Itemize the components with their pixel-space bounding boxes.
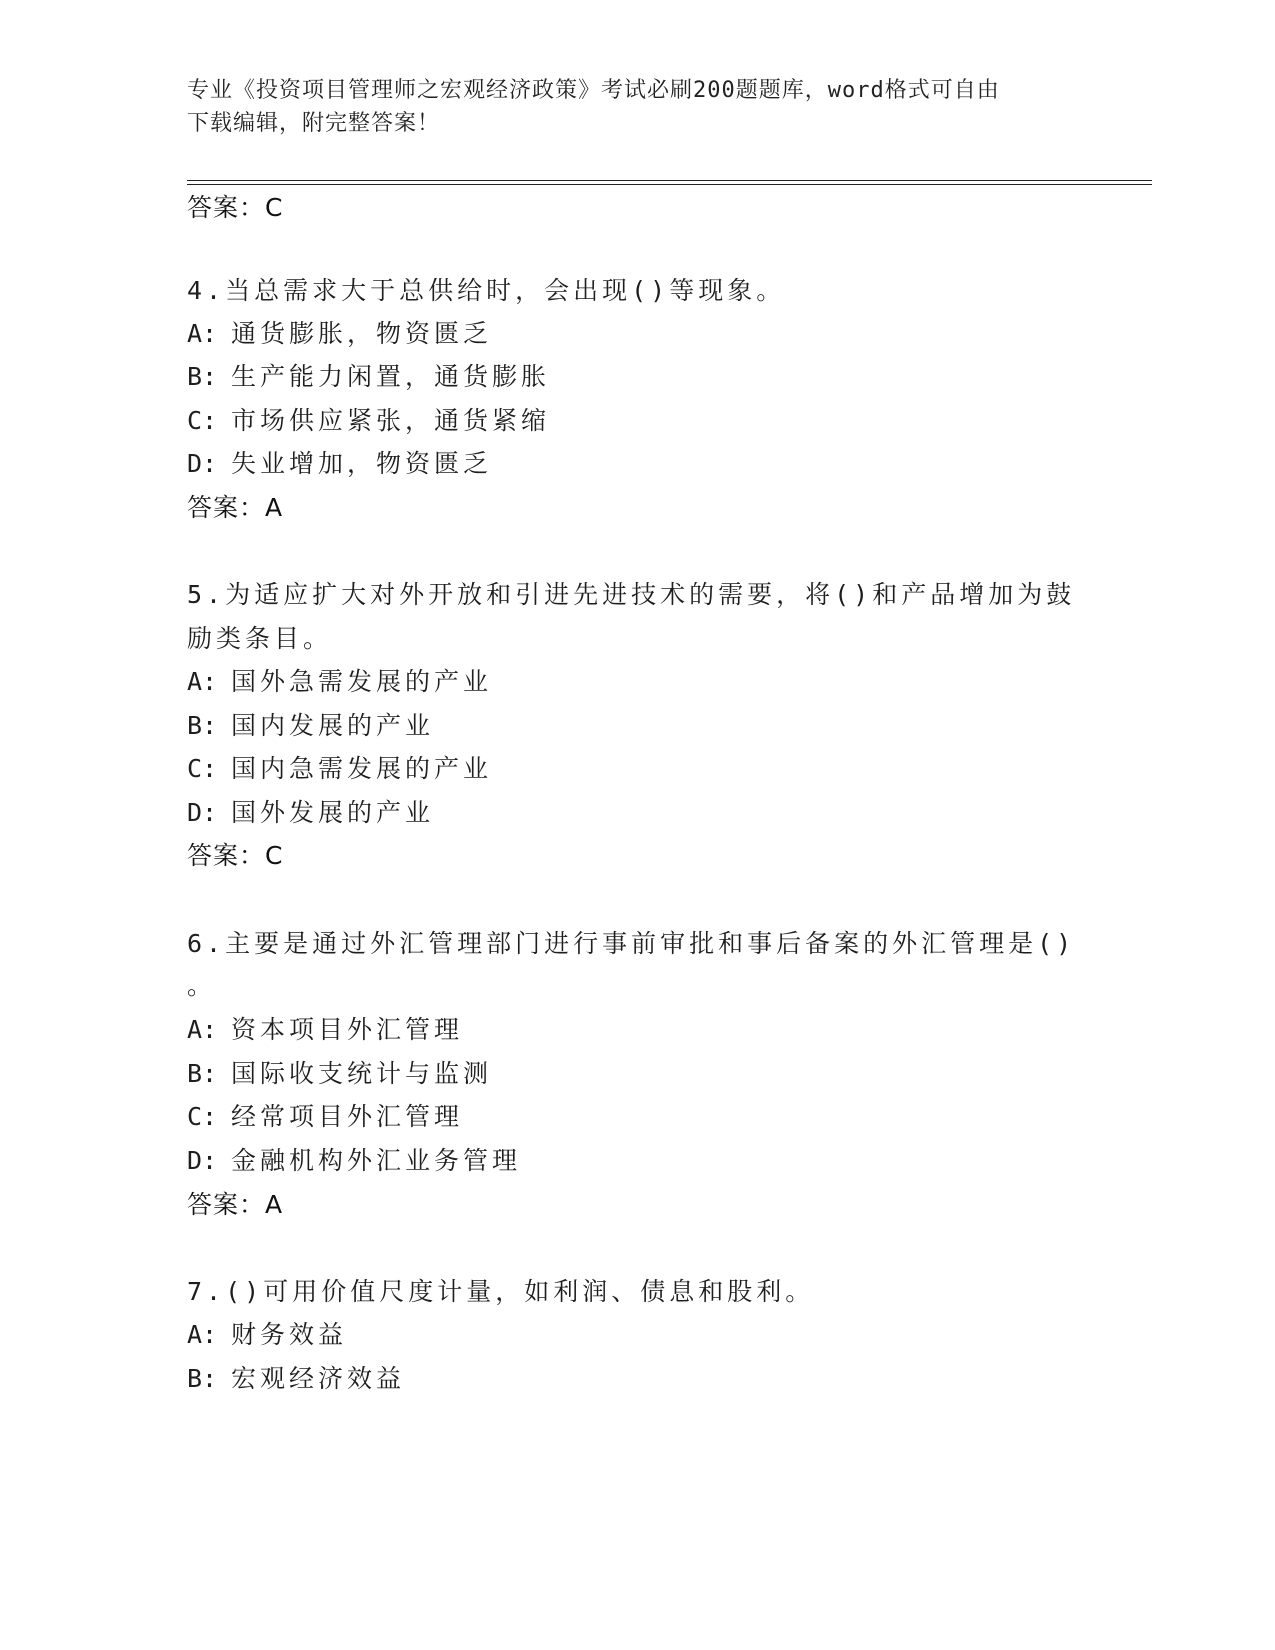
option-text: 国内急需发展的产业 bbox=[231, 754, 493, 783]
option-key: C: bbox=[187, 1102, 218, 1131]
option-text: 资本项目外汇管理 bbox=[231, 1015, 464, 1044]
question-4-option-a bbox=[187, 319, 1087, 349]
header-rule-top bbox=[187, 180, 1152, 181]
question-6-option-b bbox=[187, 1059, 1087, 1089]
question-4-option-b bbox=[187, 362, 1087, 392]
question-7-option-b bbox=[187, 1364, 1087, 1394]
option-key: D: bbox=[187, 798, 218, 827]
option-text: 国外发展的产业 bbox=[231, 798, 435, 827]
header-line-1: 专业《投资项目管理师之宏观经济政策》考试必刷200题题库，word格式可自由 bbox=[187, 78, 1000, 103]
question-7-stem: 7.()可用价值尺度计量，如利润、债息和股利。 bbox=[187, 1277, 815, 1306]
option-text: 宏观经济效益 bbox=[231, 1364, 406, 1393]
question-6-option-d bbox=[187, 1146, 1087, 1176]
option-text: 财务效益 bbox=[231, 1320, 348, 1349]
option-key: A: bbox=[187, 667, 218, 696]
option-text: 国外急需发展的产业 bbox=[231, 667, 493, 696]
question-4-option-c bbox=[187, 406, 1087, 436]
option-text: 失业增加，物资匮乏 bbox=[231, 449, 493, 478]
option-key: A: bbox=[187, 1320, 218, 1349]
header-rule-bottom bbox=[187, 184, 1152, 185]
option-key: B: bbox=[187, 362, 218, 391]
option-key: D: bbox=[187, 1146, 218, 1175]
question-6-stem-line-1: 6.主要是通过外汇管理部门进行事前审批和事后备案的外汇管理是() bbox=[187, 929, 1076, 958]
option-key: A: bbox=[187, 319, 218, 348]
option-text: 市场供应紧张，通货紧缩 bbox=[231, 406, 551, 435]
question-5-option-d bbox=[187, 798, 1087, 828]
question-5-stem-line-1: 5.为适应扩大对外开放和引进先进技术的需要，将()和产品增加为鼓 bbox=[187, 580, 1076, 609]
option-key: C: bbox=[187, 406, 218, 435]
question-6-stem-line-2: 。 bbox=[187, 971, 217, 1000]
option-key: B: bbox=[187, 1364, 218, 1393]
option-text: 国际收支统计与监测 bbox=[231, 1059, 493, 1088]
question-6-option-a bbox=[187, 1015, 1087, 1045]
question-6-answer: 答案：A bbox=[187, 1190, 284, 1219]
question-6-option-c bbox=[187, 1102, 1087, 1132]
question-5-option-b bbox=[187, 711, 1087, 741]
option-text: 国内发展的产业 bbox=[231, 711, 435, 740]
previous-answer: 答案：C bbox=[187, 193, 284, 222]
option-text: 生产能力闲置，通货膨胀 bbox=[231, 362, 551, 391]
question-5-stem-line-2: 励类条目。 bbox=[187, 624, 333, 653]
question-5-answer: 答案：C bbox=[187, 841, 284, 870]
option-key: A: bbox=[187, 1015, 218, 1044]
question-5-option-c bbox=[187, 754, 1087, 784]
option-text: 通货膨胀，物资匮乏 bbox=[231, 319, 493, 348]
option-text: 金融机构外汇业务管理 bbox=[231, 1146, 522, 1175]
option-text: 经常项目外汇管理 bbox=[231, 1102, 464, 1131]
question-5-option-a bbox=[187, 667, 1087, 697]
header-line-2: 下载编辑，附完整答案！ bbox=[187, 111, 441, 136]
question-4-option-d bbox=[187, 449, 1087, 479]
question-7-option-a bbox=[187, 1320, 1087, 1350]
option-key: C: bbox=[187, 754, 218, 783]
question-4-stem: 4.当总需求大于总供给时，会出现()等现象。 bbox=[187, 276, 786, 305]
option-key: B: bbox=[187, 1059, 218, 1088]
question-4-answer: 答案：A bbox=[187, 493, 284, 522]
option-key: D: bbox=[187, 449, 218, 478]
document-header bbox=[187, 74, 1087, 140]
option-key: B: bbox=[187, 711, 218, 740]
